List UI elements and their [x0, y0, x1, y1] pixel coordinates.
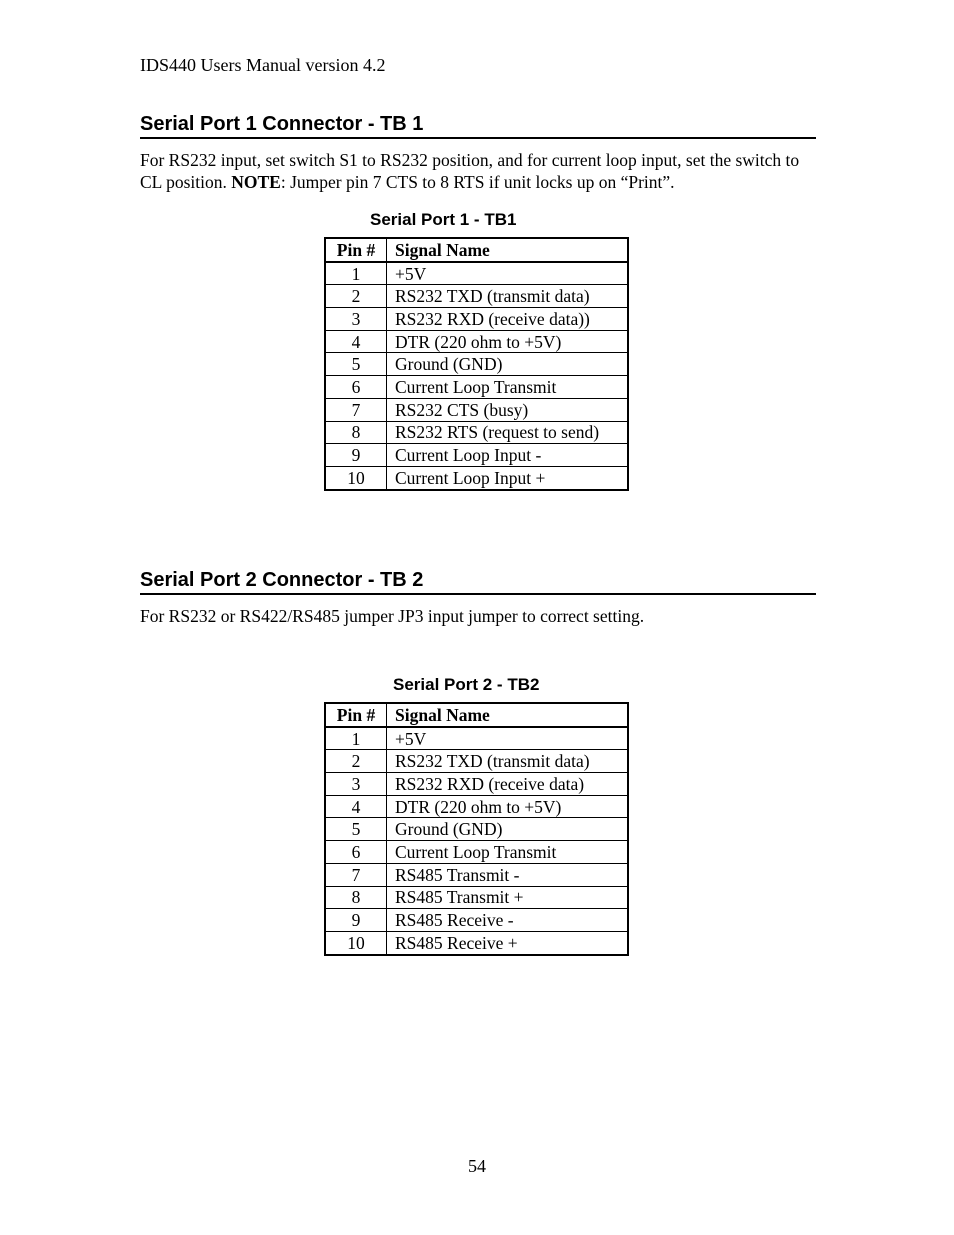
pin-number-cell: 4 — [325, 795, 387, 818]
table-header-row — [325, 703, 628, 727]
table-row — [325, 285, 628, 308]
column-header-signal-name: Signal Name — [387, 238, 629, 262]
table-row — [325, 376, 628, 399]
note-label: NOTE — [231, 171, 281, 192]
column-header-pin: Pin # — [325, 238, 387, 262]
pin-number-cell: 1 — [325, 262, 387, 285]
table-row — [325, 444, 628, 467]
section1-para-part1: For RS232 input, set switch S1 to RS232 position, and for current loop input, set the switch to CL position. — [140, 150, 800, 192]
signal-name-cell: Current Loop Transmit — [387, 376, 629, 399]
signal-name-cell: RS232 RTS (request to send) — [387, 421, 629, 444]
signal-name-cell: +5V — [387, 727, 629, 750]
signal-name-cell: Current Loop Transmit — [387, 841, 629, 864]
signal-name-cell: RS232 CTS (busy) — [387, 398, 629, 421]
signal-name-cell: Current Loop Input + — [387, 466, 629, 489]
signal-name-cell: RS485 Receive + — [387, 931, 629, 954]
table-row — [325, 863, 628, 886]
signal-name-cell: RS232 TXD (transmit data) — [387, 285, 629, 308]
section-heading-serial-port-1: Serial Port 1 Connector - TB 1 — [140, 112, 816, 139]
pin-table-serial-port-2 — [324, 702, 629, 956]
signal-name-cell: RS232 TXD (transmit data) — [387, 750, 629, 773]
running-header: IDS440 Users Manual version 4.2 — [140, 55, 386, 75]
pin-number-cell: 8 — [325, 421, 387, 444]
table-row — [325, 773, 628, 796]
table-row — [325, 795, 628, 818]
table-row — [325, 727, 628, 750]
signal-name-cell: RS485 Receive - — [387, 909, 629, 932]
table-header-row — [325, 238, 628, 262]
signal-name-cell: Ground (GND) — [387, 818, 629, 841]
pin-number-cell: 9 — [325, 909, 387, 932]
table-row — [325, 308, 628, 331]
table-row — [325, 886, 628, 909]
table-row — [325, 818, 628, 841]
table-row — [325, 466, 628, 489]
pin-number-cell: 9 — [325, 444, 387, 467]
pin-number-cell: 2 — [325, 750, 387, 773]
signal-name-cell: DTR (220 ohm to +5V) — [387, 330, 629, 353]
pin-number-cell: 10 — [325, 931, 387, 954]
pin-number-cell: 6 — [325, 841, 387, 864]
pin-number-cell: 5 — [325, 353, 387, 376]
signal-name-cell: RS232 RXD (receive data)) — [387, 308, 629, 331]
table1-caption: Serial Port 1 - TB1 — [370, 210, 517, 229]
table-row — [325, 909, 628, 932]
pin-number-cell: 8 — [325, 886, 387, 909]
signal-name-cell: Current Loop Input - — [387, 444, 629, 467]
table-row — [325, 353, 628, 376]
column-header-signal-name: Signal Name — [387, 703, 629, 727]
table-row — [325, 841, 628, 864]
pin-number-cell: 3 — [325, 773, 387, 796]
pin-number-cell: 3 — [325, 308, 387, 331]
table-row — [325, 931, 628, 954]
pin-number-cell: 7 — [325, 398, 387, 421]
pin-number-cell: 4 — [325, 330, 387, 353]
table-row — [325, 330, 628, 353]
table-body — [325, 727, 628, 955]
pin-number-cell: 6 — [325, 376, 387, 399]
table-row — [325, 421, 628, 444]
pin-number-cell: 5 — [325, 818, 387, 841]
signal-name-cell: RS485 Transmit + — [387, 886, 629, 909]
section1-para-part2: : Jumper pin 7 CTS to 8 RTS if unit locks up on “Print”. — [280, 171, 675, 192]
signal-name-cell: +5V — [387, 262, 629, 285]
pin-table-serial-port-1 — [324, 237, 629, 491]
section2-paragraph: For RS232 or RS422/RS485 jumper JP3 input jumper to correct setting. — [140, 606, 645, 626]
signal-name-cell: Ground (GND) — [387, 353, 629, 376]
page-number: 54 — [468, 1156, 486, 1176]
column-header-pin: Pin # — [325, 703, 387, 727]
table-row — [325, 262, 628, 285]
pin-number-cell: 1 — [325, 727, 387, 750]
signal-name-cell: RS232 RXD (receive data) — [387, 773, 629, 796]
table-row — [325, 750, 628, 773]
pin-number-cell: 10 — [325, 466, 387, 489]
signal-name-cell: DTR (220 ohm to +5V) — [387, 795, 629, 818]
signal-name-cell: RS485 Transmit - — [387, 863, 629, 886]
table-body — [325, 262, 628, 490]
pin-number-cell: 2 — [325, 285, 387, 308]
section-heading-serial-port-2: Serial Port 2 Connector - TB 2 — [140, 568, 816, 595]
section1-paragraph — [140, 150, 816, 193]
table2-caption: Serial Port 2 - TB2 — [393, 675, 540, 694]
pin-number-cell: 7 — [325, 863, 387, 886]
table-row — [325, 398, 628, 421]
